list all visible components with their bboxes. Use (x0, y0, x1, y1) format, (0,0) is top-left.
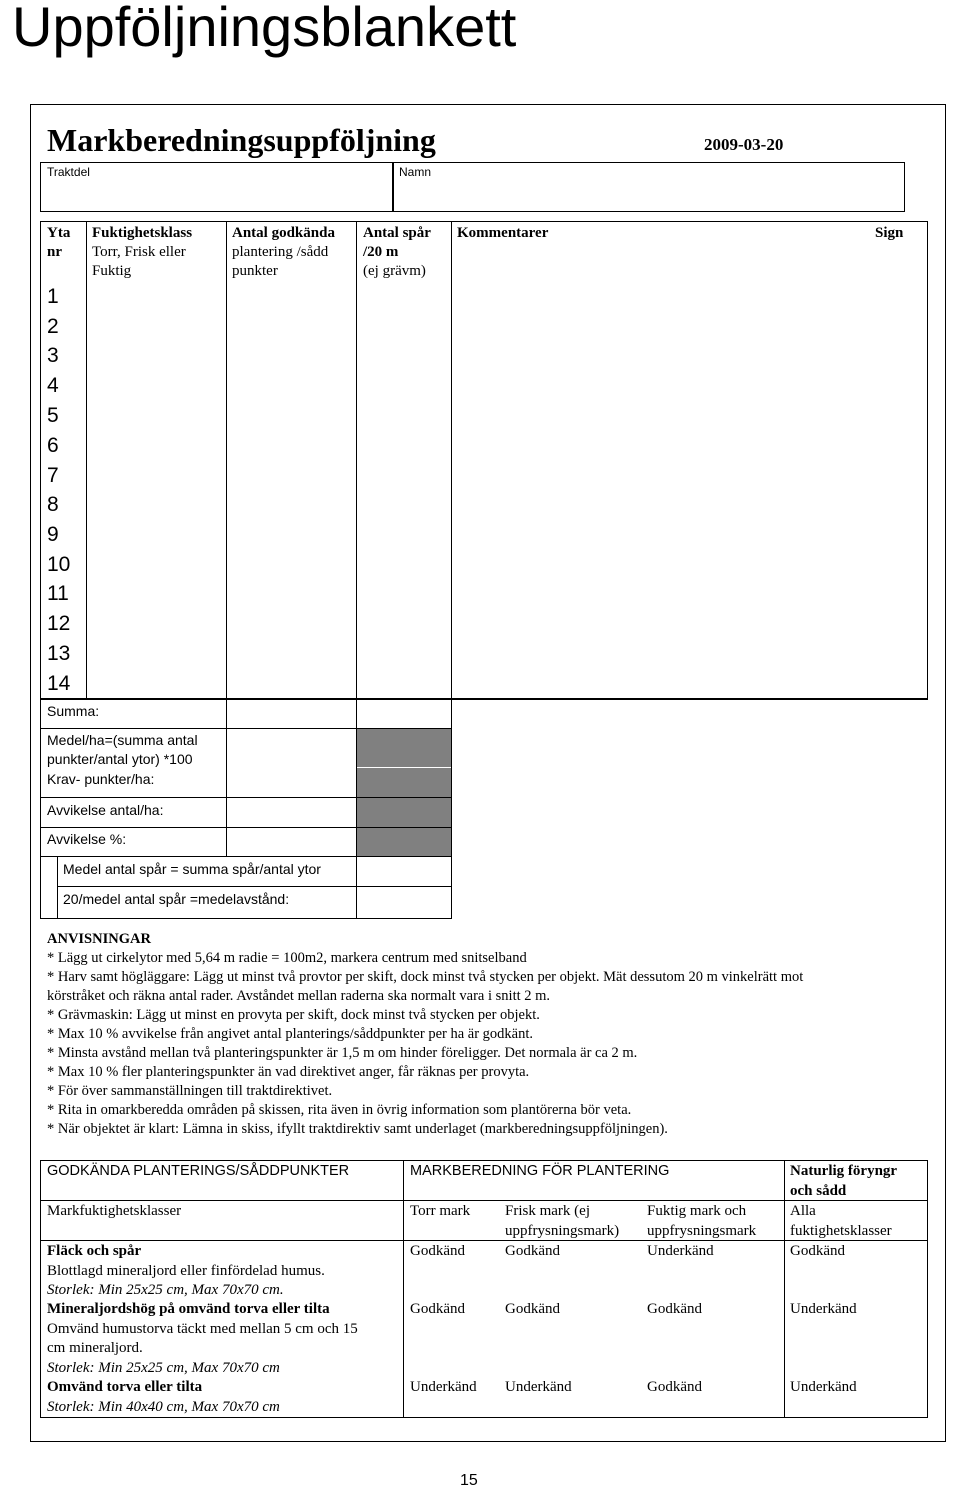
row-number: 12 (47, 612, 71, 635)
row-number: 13 (47, 642, 71, 665)
row-number: 6 (47, 434, 59, 457)
row-number: 14 (47, 672, 71, 695)
subheader-frisk: Frisk mark (ej uppfrysningsmark) (505, 1203, 620, 1239)
instruction-line: * Rita in omarkberedda områden på skissen, rita även in övrig information som plantörerna bör veta. (47, 1102, 632, 1118)
shaded-cell-krav (357, 768, 451, 797)
page-number: 15 (460, 1472, 478, 1489)
traktdel-field[interactable] (40, 162, 394, 212)
row-mineraljordshog: Mineraljordshög på omvänd torva eller tilta Omvänd humustorva täckt med mellan 5 cm och 15 cm mineraljord. Storlek: Min 25x25 cm, Max 70x70 cm (47, 1301, 358, 1376)
row-number: 5 (47, 404, 59, 427)
instructions-heading: ANVISNINGAR (47, 931, 151, 947)
instruction-line: * För över sammanställningen till traktdirektivet. (47, 1083, 333, 1099)
header-yta: Yta nr (47, 225, 71, 260)
row-number: 8 (47, 493, 59, 516)
shaded-cell-avvikelse-antal (357, 798, 451, 827)
value-cell: Underkänd (647, 1243, 714, 1259)
header-fuktighetsklass: Fuktighetsklass Torr, Frisk eller Fuktig (92, 225, 193, 279)
medelavstand-label: 20/medel antal spår =medelavstånd: (63, 891, 290, 907)
row-number: 3 (47, 344, 59, 367)
row-number: 11 (47, 582, 69, 605)
header-antal-godkanda: Antal godkända plantering /sådd punkter (232, 225, 335, 279)
value-cell: Godkänd (647, 1379, 702, 1395)
header-antal-spar: Antal spår /20 m (ej grävm) (363, 225, 431, 279)
row-omvand-torva: Omvänd torva eller tilta Storlek: Min 40x40 cm, Max 70x70 cm (47, 1379, 280, 1415)
instruction-line: * Minsta avstånd mellan två planteringspunkter är 1,5 m om hinder föreligger. Det normala är ca 2 m. (47, 1045, 638, 1061)
header-markberedning: MARKBEREDNING FÖR PLANTERING (410, 1163, 670, 1179)
instruction-line: * Lägg ut cirkelytor med 5,64 m radie = 100m2, markera centrum med snitselband (47, 950, 527, 966)
header-godkanda: GODKÄNDA PLANTERINGS/SÅDDPUNKTER (47, 1163, 350, 1179)
header-sign: Sign (875, 225, 904, 241)
avvikelse-antal-label: Avvikelse antal/ha: (47, 802, 164, 818)
subheader-torr: Torr mark (410, 1203, 471, 1219)
krav-label: Krav- punkter/ha: (47, 771, 155, 787)
form-date: 2009-03-20 (704, 135, 784, 154)
value-cell: Godkänd (505, 1243, 560, 1259)
row-number: 4 (47, 374, 59, 397)
shaded-cell-avvikelse-pct (357, 828, 451, 856)
page-title: Uppföljningsblankett (12, 0, 517, 58)
traktdel-label: Traktdel (47, 165, 90, 179)
value-cell: Underkänd (505, 1379, 572, 1395)
shaded-cell-medel (357, 729, 451, 767)
value-cell: Godkänd (410, 1243, 465, 1259)
row-flack-och-spar: Fläck och spår Blottlagd mineraljord eller finfördelad humus. Storlek: Min 25x25 cm, Max 70x70 cm. (47, 1243, 325, 1298)
subheader-markfuktighet: Markfuktighetsklasser (47, 1203, 182, 1219)
form-title: Markberedningsuppföljning (47, 122, 436, 158)
value-cell: Godkänd (505, 1301, 560, 1317)
avvikelse-pct-label: Avvikelse %: (47, 831, 127, 847)
value-cell: Underkänd (410, 1379, 477, 1395)
subheader-alla: Alla fuktighetsklasser (790, 1203, 892, 1239)
instruction-line: * När objektet är klart: Lämna in skiss, ifyllt traktdirektiv samt underlaget (markberedningsuppföljningen). (47, 1121, 668, 1137)
value-cell: Godkänd (647, 1301, 702, 1317)
instruction-line: * Harv samt högläggare: Lägg ut minst två provtor per skift, dock minst två stycken per objekt. Mät dessutom 20 m vinkelrätt mot (47, 969, 804, 985)
header-kommentarer: Kommentarer (457, 225, 549, 241)
namn-label: Namn (399, 165, 432, 179)
summa-label: Summa: (47, 703, 100, 719)
row-number: 2 (47, 315, 59, 338)
instruction-line: * Max 10 % avvikelse från angivet antal planterings/såddpunkter per ha är godkänt. (47, 1026, 533, 1042)
medel-label: Medel/ha=(summa antal punkter/antal ytor) *100 (47, 732, 198, 767)
row-number: 9 (47, 523, 59, 546)
instruction-line: * Grävmaskin: Lägg ut minst en provyta per skift, dock minst två stycken per objekt. (47, 1007, 540, 1023)
subheader-fuktig: Fuktig mark och uppfrysningsmark (647, 1203, 757, 1239)
value-cell: Godkänd (410, 1301, 465, 1317)
namn-field[interactable] (392, 162, 905, 212)
row-number: 10 (47, 553, 71, 576)
instruction-line: * Max 10 % fler planteringspunkter än vad direktivet anger, får räknas per provyta. (47, 1064, 530, 1080)
row-number: 1 (47, 285, 59, 308)
header-naturlig: Naturlig föryngr och sådd (790, 1163, 898, 1199)
value-cell: Godkänd (790, 1243, 845, 1259)
row-number: 7 (47, 464, 59, 487)
medel-spar-label: Medel antal spår = summa spår/antal ytor (63, 861, 321, 877)
value-cell: Underkänd (790, 1301, 857, 1317)
instruction-line: körstråket och räkna antal rader. Avståndet mellan raderna ska normalt vara i snitt 2 m. (47, 988, 551, 1004)
value-cell: Underkänd (790, 1379, 857, 1395)
